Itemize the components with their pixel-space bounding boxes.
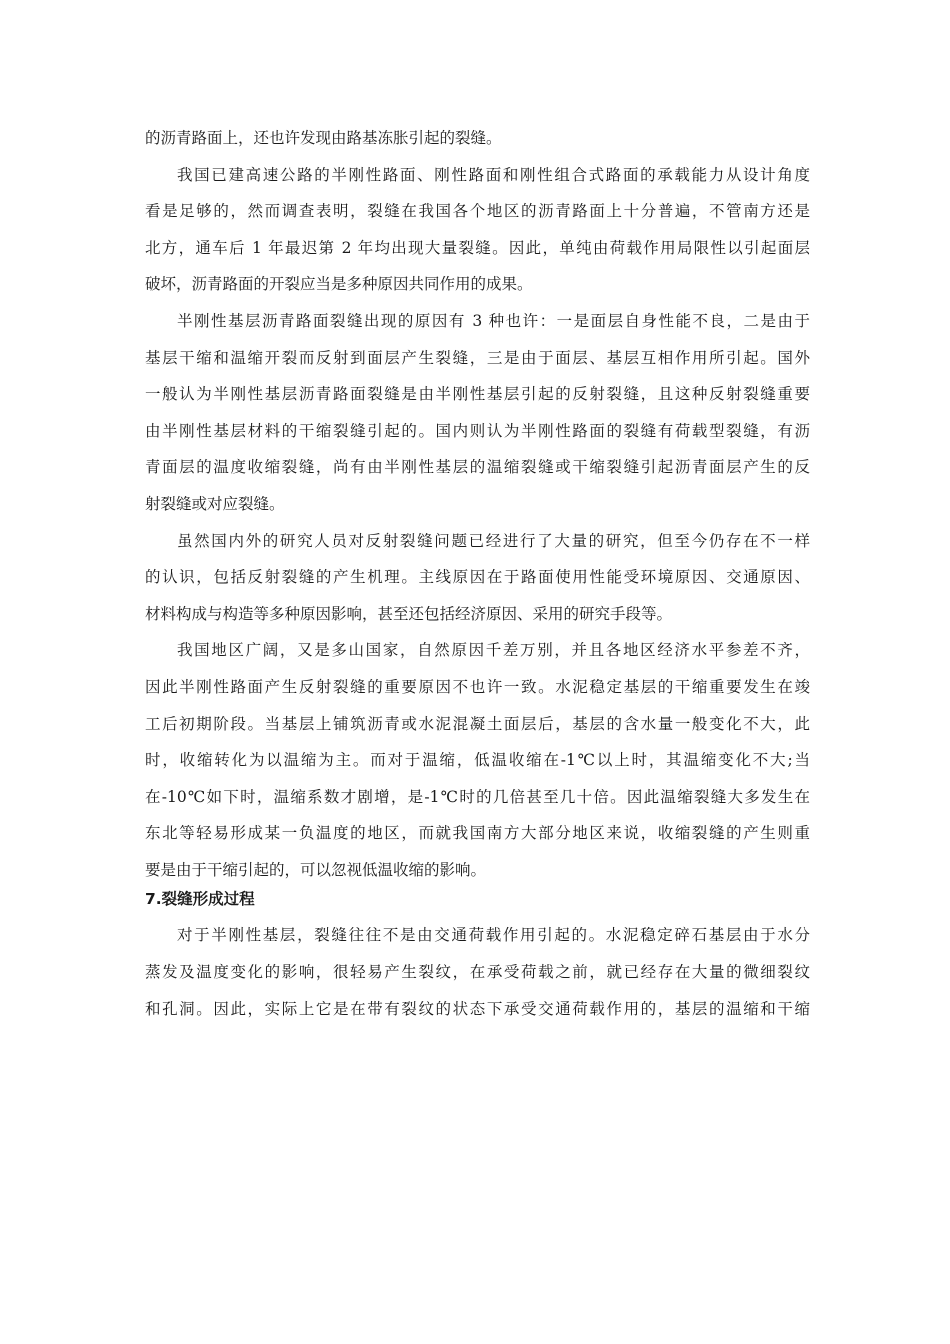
document-body <box>145 120 810 1027</box>
paragraph <box>145 303 810 523</box>
paragraph-line: 要是由于干缩引起的，可以忽视低温收缩的影响。 <box>145 860 487 879</box>
paragraph-line: 破坏，沥青路面的开裂应当是多种原因共同作用的成果。 <box>145 275 533 294</box>
paragraph <box>145 523 810 633</box>
paragraph-line: 对于半刚性基层，裂缝往往不是由交通荷载作用引起的。水泥稳定碎石基层由于水分 <box>177 926 810 945</box>
paragraph-line: 由半刚性基层材料的干缩裂缝引起的。国内则认为半刚性路面的裂缝有荷载型裂缝，有沥 <box>145 421 810 440</box>
paragraph-line: 我国地区广阔，又是多山国家，自然原因千差万别，并且各地区经济水平参差不齐， <box>177 641 810 660</box>
paragraph <box>145 917 810 1027</box>
paragraph-line: 时，收缩转化为以温缩为主。而对于温缩，低温收缩在-1℃以上时，其温缩变化不大;当 <box>145 751 810 770</box>
paragraph <box>145 632 810 888</box>
paragraph-line: 因此半刚性路面产生反射裂缝的重要原因不也许一致。水泥稳定基层的干缩重要发生在竣 <box>145 677 810 696</box>
paragraph-line: 基层干缩和温缩开裂而反射到面层产生裂缝，三是由于面层、基层互相作用所引起。国外 <box>145 348 810 367</box>
paragraph-line: 青面层的温度收缩裂缝，尚有由半刚性基层的温缩裂缝或干缩裂缝引起沥青面层产生的反 <box>145 458 810 477</box>
paragraph-line: 东北等轻易形成某一负温度的地区，而就我国南方大部分地区来说，收缩裂缝的产生则重 <box>145 824 810 843</box>
paragraph-line: 蒸发及温度变化的影响，很轻易产生裂纹，在承受荷载之前，就已经存在大量的微细裂纹 <box>145 963 810 982</box>
paragraph-line: 的认识，包括反射裂缝的产生机理。主线原因在于路面使用性能受环境原因、交通原因、 <box>145 568 810 587</box>
paragraph-line: 和孔洞。因此，实际上它是在带有裂纹的状态下承受交通荷载作用的，基层的温缩和干缩 <box>145 999 810 1018</box>
paragraphs-before-heading <box>145 120 810 888</box>
section-heading: 7.裂缝形成过程 <box>145 890 255 909</box>
paragraph-line: 在-10℃如下时，温缩系数才剧增，是-1℃时的几倍甚至几十倍。因此温缩裂缝大多发生在 <box>145 787 810 806</box>
paragraph-line: 材料构成与构造等多种原因影响，甚至还包括经济原因、采用的研究手段等。 <box>145 604 673 623</box>
paragraph-line: 工后初期阶段。当基层上铺筑沥青或水泥混凝土面层后，基层的含水量一般变化不大，此 <box>145 714 810 733</box>
paragraphs-after-heading <box>145 917 810 1027</box>
paragraph-line: 虽然国内外的研究人员对反射裂缝问题已经进行了大量的研究，但至今仍存在不一样 <box>177 531 810 550</box>
paragraph-line: 半刚性基层沥青路面裂缝出现的原因有 3 种也许：一是面层自身性能不良，二是由于 <box>177 311 810 330</box>
paragraph <box>145 157 810 303</box>
paragraph-line: 看是足够的，然而调查表明，裂缝在我国各个地区的沥青路面上十分普遍，不管南方还是 <box>145 202 810 221</box>
paragraph-line: 我国已建高速公路的半刚性路面、刚性路面和刚性组合式路面的承载能力从设计角度 <box>177 165 810 184</box>
paragraph-line: 北方，通车后 1 年最迟第 2 年均出现大量裂缝。因此，单纯由荷载作用局限性以引起面层 <box>145 238 810 257</box>
paragraph-line: 一般认为半刚性基层沥青路面裂缝是由半刚性基层引起的反射裂缝，且这种反射裂缝重要 <box>145 385 810 404</box>
paragraph-line: 射裂缝或对应裂缝。 <box>145 494 285 513</box>
paragraph-line: 的沥青路面上，还也许发现由路基冻胀引起的裂缝。 <box>145 129 502 147</box>
paragraph <box>145 120 810 157</box>
